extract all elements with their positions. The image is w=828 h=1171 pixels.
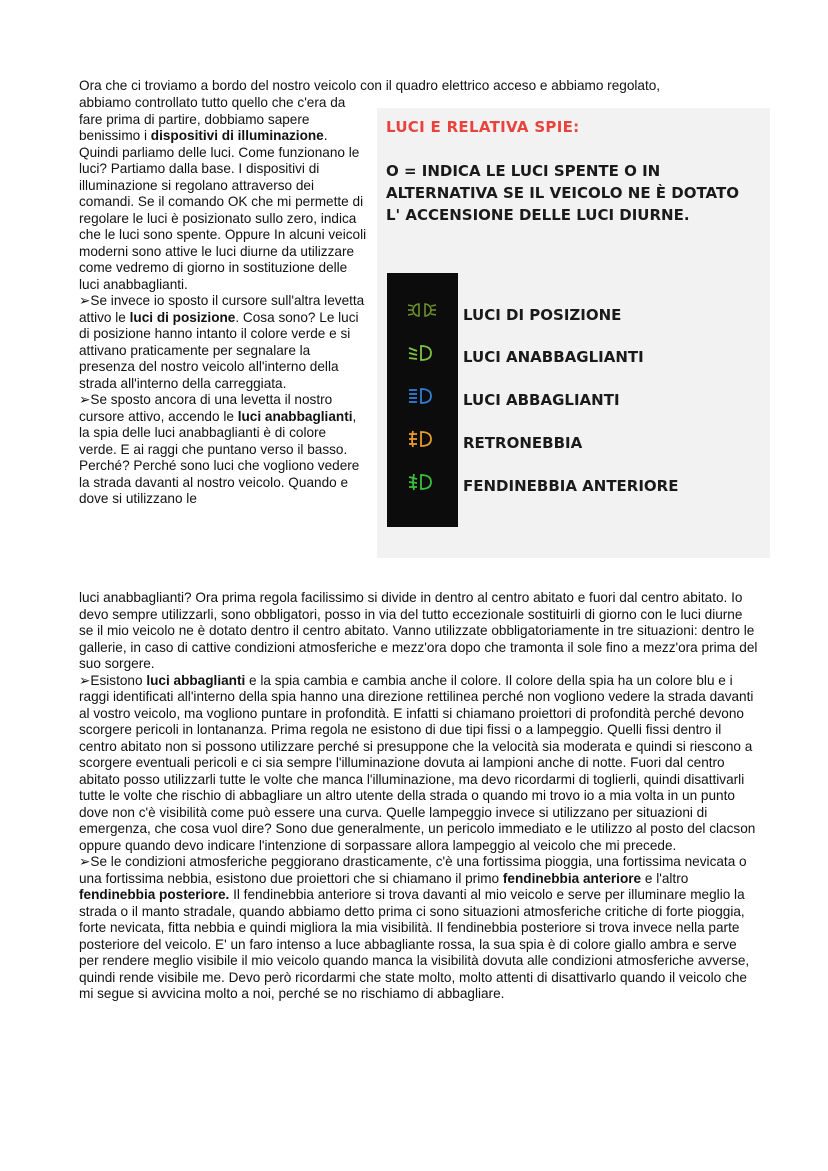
- text-run: ➢Se le condizioni atmosferiche peggiorano drasticamente, c'è una fortissima pioggia, una fortissima nevicata o una fortissima nebbia, esistono due proiettori che si chiamano il primo: [79, 854, 747, 886]
- text-run: e l'altro: [641, 870, 689, 886]
- text-run: Il fendinebbia anteriore si trova davanti al mio veicolo e serve per illuminare meglio la strada o il manto stradale, quando abbiamo detto prima ci sono situazioni atmosferiche critiche di forte pioggia, forte nevicata, fitta nebbia e quindi migliora la mia visibilità. Il fendinebbia posteriore si trova invece nella parte posteriore del veicolo. E' un faro intenso a luce abbagliante rossa, la sua spia è di colore giallo ambra e serve per rendere meglio visibile il mio veicolo quando manca la visibilità dovuta alle condizioni atmosferiche avverse, quindi rende visibile me. Devo però ricordarmi che state molto, molto attenti di disattivarlo quando il veicolo che mi segue si avvicina molto a noi, perché se no rischiamo di abbagliare.: [79, 887, 750, 1001]
- intro-line: Ora che ci troviamo a bordo del nostro veicolo con il quadro elettrico acceso e abbiamo regolato,: [79, 78, 661, 93]
- bold-term: fendinebbia posteriore.: [79, 887, 230, 902]
- paragraph-low-beam-usage: luci anabbaglianti? Ora prima regola facilissimo si divide in dentro al centro abitato e fuori dal centro abitato. Io devo sempre utilizzarli, sono obbligatori, posso in via del tutto eccezionale sostituirli di giorno con le luci diurne se il mio veicolo ne è dotato dentro il centro abitato. Vanno utilizzate obbligatoriamente in tre situazioni: dentro le gallerie, in caso di cattive condizioni atmosferiche e mezz'ora dopo che tramonta il sole fino a mezz'ora prima del suo sorgere.: [79, 590, 758, 671]
- position-lights-icon: [407, 300, 437, 320]
- figure-title: LUCI E RELATIVA SPIE:: [386, 118, 580, 136]
- paragraph-intro: [79, 95, 367, 293]
- lights-figure: [377, 108, 770, 558]
- text-run: . Quindi parliamo delle luci. Come funzionano le luci? Partiamo dalla base. I dispositivi di illuminazione si regolano attraverso dei comandi. Se il comando OK che mi permette di regolare le luci è posizionato sullo zero, indica che le luci sono spente. Oppure In alcuni veicoli moderni sono attive le luci diurne da utilizzare come vedremo di giorno in sostituzione delle luci anabbaglianti.: [79, 128, 367, 292]
- indicator-panel: [387, 273, 458, 527]
- bold-term: luci di posizione: [129, 309, 236, 325]
- bold-term: dispositivi di illuminazione: [150, 128, 324, 143]
- paragraph-position-lights: [79, 293, 367, 392]
- paragraph-fog-lights: [79, 854, 759, 1003]
- text-run: e la spia cambia e cambia anche il colore. Il colore della spia ha un colore blu e i raggi identificati all'interno della spia hanno una direzione rettilinea perché non vogliono vedere la strada davanti al vostro veicolo, ma vogliono puntare in profondità. E infatti si chiamano proiettori di profondità perché devono scorgere pericoli in lontananza. Prima regola ne esistono di due tipi fissi o a lampeggio. Quelli fissi dentro il centro abitato non si possono utilizzare perché si presuppone che la velocità sia moderata e quindi si riescono a scorgere eventuali pericoli e ci sia sempre l'illuminazione dovuta ai lampioni anche di notte. Fuori dal centro abitato posso utilizzarli tutte le volte che manca l'illuminazione, ma devo ricordarmi di toglierli, quindi disattivarli tutte le volte che rischio di abbagliare un altro utente della strada o quando mi trovo io a mia volta in un punto dove non c'è visibilità come può essere una curva. Quelle lampeggio invece si utilizzano per situazioni di emergenza, che cosa vuol dire? Sono due generalmente, un pericolo immediato e le utilizzo al posto del clacson oppure quando devo indicare l'intenzione di sorpassare allora lampeggio al veicolo che mi precede.: [79, 672, 756, 853]
- front-fog-icon: [407, 472, 437, 492]
- text-run: . Cosa sono? Le luci di posizione hanno intanto il colore verde e si attivano praticamente per segnalare la presenza del nostro veicolo all'interno della strada all'interno della carreggiata.: [79, 309, 359, 391]
- rear-fog-icon: [407, 429, 437, 449]
- paragraph-high-beam: [79, 673, 759, 855]
- legend-label-position-lights: LUCI DI POSIZIONE: [463, 306, 622, 324]
- low-beam-icon: [407, 343, 437, 363]
- main-body-text: [79, 590, 759, 1003]
- bold-term: fendinebbia anteriore: [502, 870, 642, 886]
- figure-note: O = INDICA LE LUCI SPENTE O IN ALTERNATIVA SE IL VEICOLO NE È DOTATO L' ACCENSIONE DELLE LUCI DIURNE.: [386, 162, 739, 224]
- high-beam-icon: [407, 386, 437, 406]
- legend-label-high-beam: LUCI ABBAGLIANTI: [463, 391, 620, 409]
- text-run: ➢Se sposto ancora di una levetta il nostro cursore attivo, accendo le: [79, 392, 333, 424]
- bold-term: luci abbaglianti: [146, 672, 246, 688]
- paragraph-low-beam: [79, 392, 367, 508]
- text-run: , la spia delle luci anabbaglianti è di colore verde. E ai raggi che puntano verso il basso. Perché? Perché sono luci che vogliono vedere la strada davanti al nostro veicolo. Quando e dove si utilizzano le: [79, 408, 360, 506]
- legend-label-low-beam: LUCI ANABBAGLIANTI: [463, 348, 644, 366]
- text-run: ➢Esistono: [79, 672, 147, 688]
- text-run: ➢Se invece io sposto il cursore sull'altra levetta attivo le: [79, 293, 365, 325]
- text-run: abbiamo controllato tutto quello che c'era da fare prima di partire, dobbiamo sapere benissimo i: [79, 95, 346, 143]
- legend-label-rear-fog: RETRONEBBIA: [463, 434, 583, 452]
- left-column-text: [79, 95, 367, 508]
- bold-term: luci anabbaglianti: [237, 408, 353, 424]
- legend-label-front-fog: FENDINEBBIA ANTERIORE: [463, 477, 679, 495]
